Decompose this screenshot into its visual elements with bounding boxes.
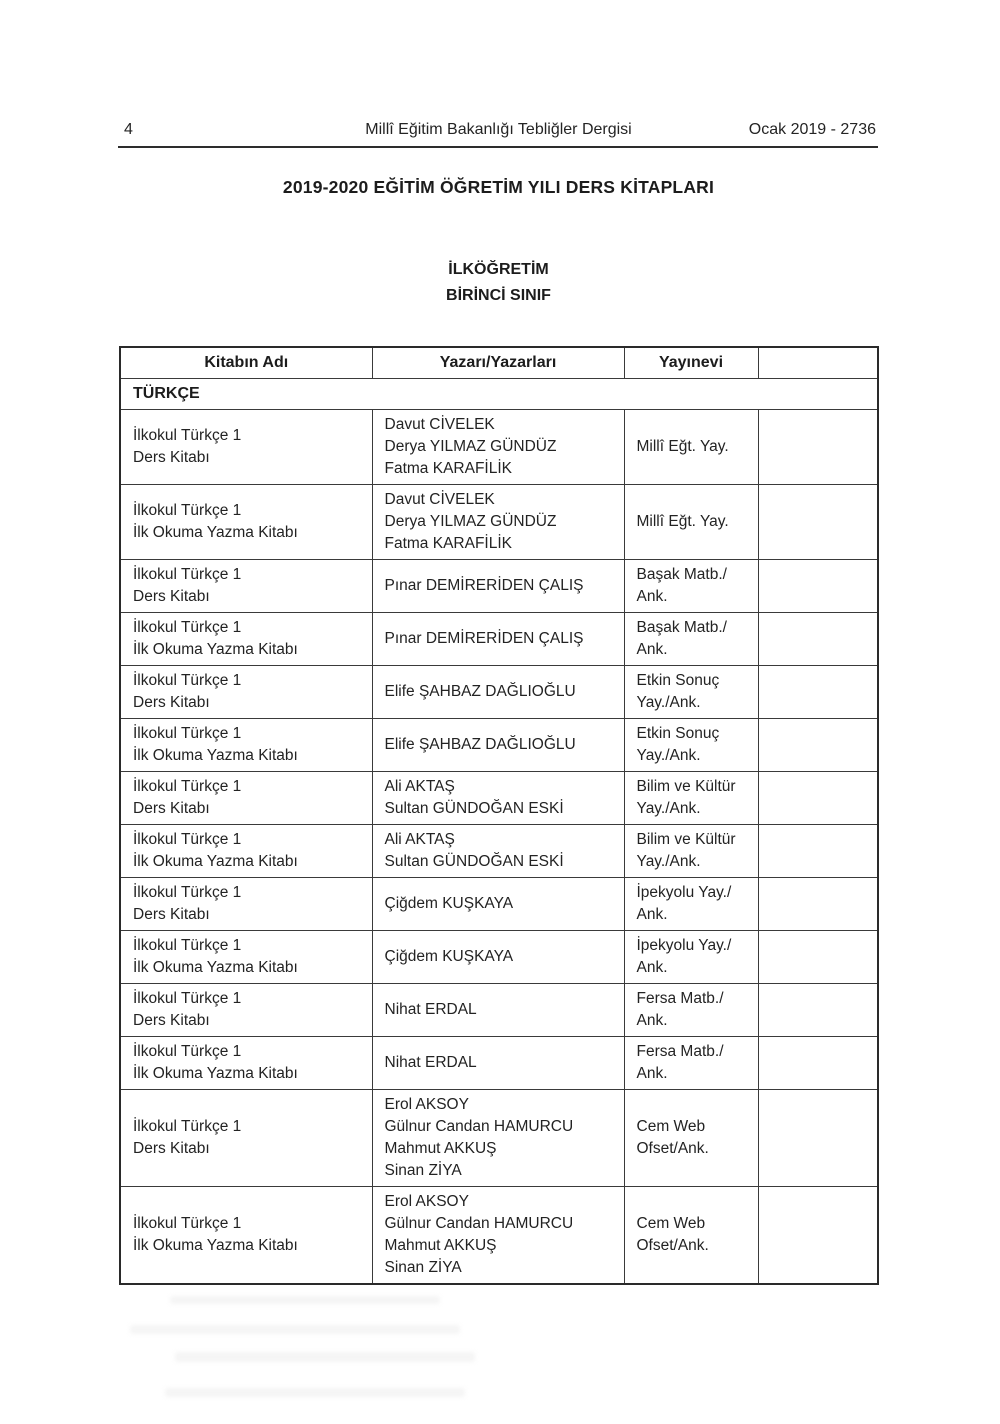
publisher-cell xyxy=(624,878,758,931)
publisher-cell xyxy=(624,719,758,772)
book-line: İlkokul Türkçe 1 xyxy=(133,990,242,1007)
table-row xyxy=(120,1037,878,1090)
publisher-line: Millî Eğt. Yay. xyxy=(636,438,729,455)
table-row xyxy=(120,984,878,1037)
publisher-line: Bilim ve Kültür xyxy=(636,778,736,795)
publisher-cell xyxy=(624,410,758,485)
notes-cell xyxy=(758,825,878,878)
table-row xyxy=(120,825,878,878)
book-line: İlkokul Türkçe 1 xyxy=(133,725,242,742)
bleed-mark xyxy=(130,1325,460,1334)
publisher-line: Yay./Ank. xyxy=(636,800,701,817)
notes-cell xyxy=(758,1037,878,1090)
page-number: 4 xyxy=(124,121,133,138)
authors-line: Ali AKTAŞ xyxy=(384,831,455,848)
publisher-cell xyxy=(624,1090,758,1187)
authors-cell xyxy=(372,878,624,931)
notes-cell xyxy=(758,984,878,1037)
publisher-line: Ank. xyxy=(636,588,668,605)
authors-line: Erol AKSOY xyxy=(384,1096,469,1113)
book-line: Ders Kitabı xyxy=(133,1140,210,1157)
book-line: Ders Kitabı xyxy=(133,1012,210,1029)
table-header-row xyxy=(120,347,878,379)
book-line: İlkokul Türkçe 1 xyxy=(133,778,242,795)
publisher-line: Yay./Ank. xyxy=(636,747,701,764)
book-title-cell xyxy=(120,825,372,878)
authors-cell xyxy=(372,1037,624,1090)
book-line: İlk Okuma Yazma Kitabı xyxy=(133,853,298,870)
bleed-mark xyxy=(165,1388,465,1397)
publisher-line: Ofset/Ank. xyxy=(636,1140,709,1157)
book-title-cell xyxy=(120,931,372,984)
book-title-cell xyxy=(120,485,372,560)
table-row xyxy=(120,931,878,984)
publisher-line: Etkin Sonuç xyxy=(636,725,720,742)
book-line: İlkokul Türkçe 1 xyxy=(133,1118,242,1135)
book-line: İlkokul Türkçe 1 xyxy=(133,937,242,954)
book-line: İlkokul Türkçe 1 xyxy=(133,566,242,583)
notes-cell xyxy=(758,772,878,825)
book-title-cell xyxy=(120,560,372,613)
notes-cell xyxy=(758,410,878,485)
authors-cell xyxy=(372,613,624,666)
bleed-mark xyxy=(175,1352,475,1362)
book-title-cell xyxy=(120,613,372,666)
notes-cell xyxy=(758,1090,878,1187)
publisher-cell xyxy=(624,984,758,1037)
authors-line: Gülnur Candan HAMURCU xyxy=(384,1118,574,1135)
publisher-line: Ank. xyxy=(636,1012,668,1029)
book-line: İlk Okuma Yazma Kitabı xyxy=(133,524,298,541)
publisher-line: Ank. xyxy=(636,1065,668,1082)
book-line: İlk Okuma Yazma Kitabı xyxy=(133,641,298,658)
authors-cell xyxy=(372,984,624,1037)
table-row xyxy=(120,410,878,485)
authors-line: Elife ŞAHBAZ DAĞLIOĞLU xyxy=(384,736,576,753)
table-body xyxy=(120,379,878,1285)
publisher-line: İpekyolu Yay./ xyxy=(636,937,732,954)
book-line: Ders Kitabı xyxy=(133,906,210,923)
publisher-line: Millî Eğt. Yay. xyxy=(636,513,729,530)
authors-cell xyxy=(372,1187,624,1285)
publisher-line: Yay./Ank. xyxy=(636,853,701,870)
issue-info: Ocak 2019 - 2736 xyxy=(748,121,876,138)
book-line: Ders Kitabı xyxy=(133,694,210,711)
authors-line: Mahmut AKKUŞ xyxy=(384,1237,497,1254)
book-line: İlk Okuma Yazma Kitabı xyxy=(133,959,298,976)
book-line: İlk Okuma Yazma Kitabı xyxy=(133,1065,298,1082)
book-title-cell xyxy=(120,666,372,719)
table-row xyxy=(120,1090,878,1187)
publisher-line: Fersa Matb./ xyxy=(636,1043,724,1060)
publisher-line: Yay./Ank. xyxy=(636,694,701,711)
book-line: Ders Kitabı xyxy=(133,588,210,605)
book-line: İlkokul Türkçe 1 xyxy=(133,884,242,901)
subject-section-row xyxy=(120,379,878,410)
book-title-cell xyxy=(120,719,372,772)
publisher-line: Etkin Sonuç xyxy=(636,672,720,689)
table-row xyxy=(120,613,878,666)
authors-cell xyxy=(372,560,624,613)
publisher-line: Başak Matb./ xyxy=(636,566,727,583)
document-title: 2019-2020 EĞİTİM ÖĞRETİM YILI DERS KİTAPLARI xyxy=(282,177,715,197)
authors-line: Sultan GÜNDOĞAN ESKİ xyxy=(384,853,564,870)
col-header-notes xyxy=(758,347,878,379)
section-grade-heading: BİRİNCİ SINIF xyxy=(446,287,551,304)
notes-cell xyxy=(758,931,878,984)
book-title-cell xyxy=(120,410,372,485)
publisher-cell xyxy=(624,1187,758,1285)
table-row xyxy=(120,666,878,719)
publisher-line: İpekyolu Yay./ xyxy=(636,884,732,901)
table-row xyxy=(120,772,878,825)
authors-line: Sinan ZİYA xyxy=(384,1162,462,1179)
book-line: İlkokul Türkçe 1 xyxy=(133,1215,242,1232)
book-line: İlk Okuma Yazma Kitabı xyxy=(133,1237,298,1254)
col-header-book-title: Kitabın Adı xyxy=(120,347,372,379)
book-title-cell xyxy=(120,984,372,1037)
book-line: İlkokul Türkçe 1 xyxy=(133,672,242,689)
table-row xyxy=(120,878,878,931)
notes-cell xyxy=(758,613,878,666)
publisher-cell xyxy=(624,560,758,613)
publisher-line: Ank. xyxy=(636,959,668,976)
book-line: İlk Okuma Yazma Kitabı xyxy=(133,747,298,764)
publisher-line: Ank. xyxy=(636,641,668,658)
publisher-line: Fersa Matb./ xyxy=(636,990,724,1007)
table-row xyxy=(120,485,878,560)
book-line: İlkokul Türkçe 1 xyxy=(133,619,242,636)
publisher-line: Cem Web xyxy=(636,1118,706,1135)
authors-line: Mahmut AKKUŞ xyxy=(384,1140,497,1157)
authors-line: Derya YILMAZ GÜNDÜZ xyxy=(384,513,557,530)
authors-cell xyxy=(372,931,624,984)
authors-cell xyxy=(372,485,624,560)
authors-line: Davut CİVELEK xyxy=(384,416,495,433)
publisher-cell xyxy=(624,825,758,878)
section-level-heading: İLKÖĞRETİM xyxy=(448,261,549,278)
authors-line: Sinan ZİYA xyxy=(384,1259,462,1276)
authors-line: Fatma KARAFİLİK xyxy=(384,535,512,552)
book-line: İlkokul Türkçe 1 xyxy=(133,427,242,444)
authors-line: Derya YILMAZ GÜNDÜZ xyxy=(384,438,557,455)
book-title-cell xyxy=(120,772,372,825)
authors-line: Ali AKTAŞ xyxy=(384,778,455,795)
authors-cell xyxy=(372,719,624,772)
authors-line: Pınar DEMİRERİDEN ÇALIŞ xyxy=(384,630,584,647)
authors-line: Davut CİVELEK xyxy=(384,491,495,508)
authors-line: Erol AKSOY xyxy=(384,1193,469,1210)
publisher-line: Ank. xyxy=(636,906,668,923)
authors-line: Elife ŞAHBAZ DAĞLIOĞLU xyxy=(384,683,576,700)
running-header xyxy=(119,120,878,142)
notes-cell xyxy=(758,666,878,719)
authors-cell xyxy=(372,772,624,825)
authors-line: Çiğdem KUŞKAYA xyxy=(384,948,514,965)
textbooks-table xyxy=(119,346,879,1285)
notes-cell xyxy=(758,560,878,613)
authors-cell xyxy=(372,825,624,878)
notes-cell xyxy=(758,719,878,772)
publisher-line: Bilim ve Kültür xyxy=(636,831,736,848)
authors-cell xyxy=(372,666,624,719)
authors-line: Pınar DEMİRERİDEN ÇALIŞ xyxy=(384,577,584,594)
publisher-line: Başak Matb./ xyxy=(636,619,727,636)
table-row xyxy=(120,560,878,613)
bleed-mark xyxy=(170,1296,440,1304)
header-rule xyxy=(118,146,878,148)
journal-title: Millî Eğitim Bakanlığı Tebliğler Dergisi xyxy=(365,121,632,138)
book-line: Ders Kitabı xyxy=(133,449,210,466)
authors-line: Nihat ERDAL xyxy=(384,1001,477,1018)
table-header xyxy=(120,347,878,379)
col-header-authors: Yazarı/Yazarları xyxy=(372,347,624,379)
publisher-cell xyxy=(624,666,758,719)
notes-cell xyxy=(758,485,878,560)
publisher-line: Ofset/Ank. xyxy=(636,1237,709,1254)
authors-line: Çiğdem KUŞKAYA xyxy=(384,895,514,912)
authors-cell xyxy=(372,410,624,485)
book-line: İlkokul Türkçe 1 xyxy=(133,502,242,519)
publisher-cell xyxy=(624,931,758,984)
publisher-cell xyxy=(624,1037,758,1090)
book-title-cell xyxy=(120,1037,372,1090)
authors-line: Nihat ERDAL xyxy=(384,1054,477,1071)
col-header-publisher: Yayınevi xyxy=(624,347,758,379)
book-line: Ders Kitabı xyxy=(133,800,210,817)
publisher-cell xyxy=(624,485,758,560)
notes-cell xyxy=(758,1187,878,1285)
book-title-cell xyxy=(120,1187,372,1285)
publisher-line: Cem Web xyxy=(636,1215,706,1232)
book-line: İlkokul Türkçe 1 xyxy=(133,831,242,848)
notes-cell xyxy=(758,878,878,931)
subject-section-label: TÜRKÇE xyxy=(120,379,878,410)
book-title-cell xyxy=(120,1090,372,1187)
authors-line: Sultan GÜNDOĞAN ESKİ xyxy=(384,800,564,817)
authors-cell xyxy=(372,1090,624,1187)
authors-line: Fatma KARAFİLİK xyxy=(384,460,512,477)
book-line: İlkokul Türkçe 1 xyxy=(133,1043,242,1060)
publisher-cell xyxy=(624,613,758,666)
authors-line: Gülnur Candan HAMURCU xyxy=(384,1215,574,1232)
book-title-cell xyxy=(120,878,372,931)
table-row xyxy=(120,719,878,772)
publisher-cell xyxy=(624,772,758,825)
table-row xyxy=(120,1187,878,1285)
